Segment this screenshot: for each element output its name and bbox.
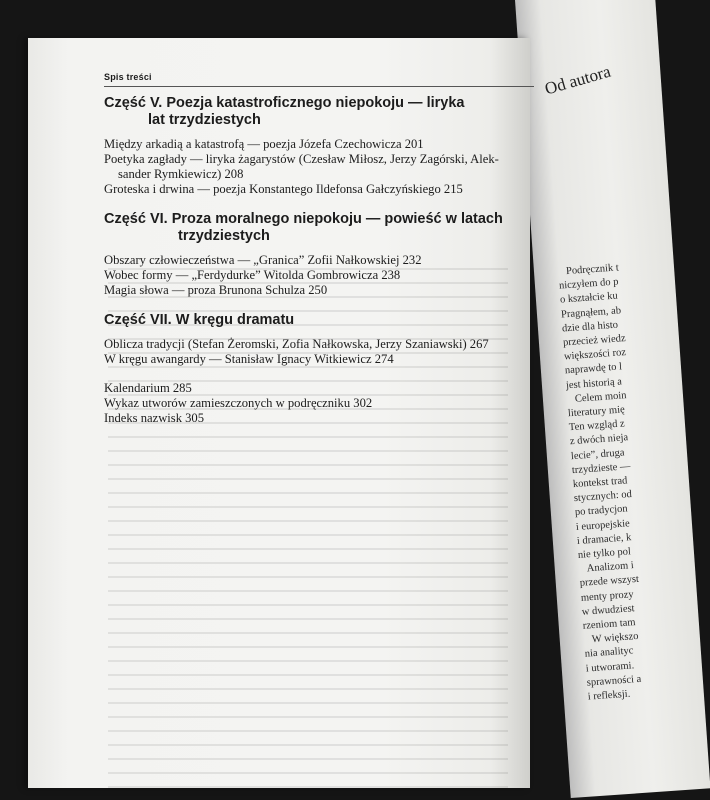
facing-line: przede wszyst	[579, 574, 640, 590]
toc-entry	[104, 182, 534, 197]
facing-line: sprawności a	[586, 673, 642, 689]
toc-entry-text: Magia słowa — proza Brunona Schulza 250	[104, 283, 328, 297]
appendix-entry: Kalendarium 285	[104, 381, 192, 395]
facing-line: w dwudziest	[581, 603, 635, 618]
toc-content	[104, 72, 534, 426]
appendix-entry: Indeks nazwisk 305	[104, 411, 205, 425]
facing-line: W większo	[591, 631, 639, 646]
toc-entry	[104, 268, 534, 283]
facing-line: po tradycjon	[574, 503, 628, 519]
facing-line: z dwóch nieja	[569, 432, 629, 448]
part-title-line: Część VI. Proza moralnego niepokoju — powieść w latach	[104, 211, 503, 227]
part-title-line: lat trzydziestych	[148, 112, 261, 128]
facing-line: dzie dla histo	[561, 319, 619, 335]
toc-entry-text: Groteska i drwina — poezja Konstantego Ildefonsa Gałczyńskiego 215	[104, 182, 463, 196]
toc-entry	[104, 283, 534, 298]
table-of-contents-page	[28, 38, 530, 788]
part-title	[104, 211, 534, 245]
toc-entry	[104, 337, 534, 352]
facing-line: niczyłem do p	[558, 276, 619, 292]
toc-entry-text: Oblicza tradycji (Stefan Żeromski, Zofia Nałkowska, Jerzy Szaniawski) 267	[104, 337, 489, 351]
running-head: Spis treści	[104, 72, 534, 87]
facing-line: o kształcie ku	[559, 290, 619, 306]
toc-entry-text: Wobec formy — „Ferdydurke” Witolda Gombrowicza 238	[104, 268, 401, 282]
part-title-line: trzydziestych	[178, 228, 270, 244]
toc-entry-continuation: sander Rymkiewicz) 208	[118, 167, 244, 181]
facing-line: Podręcznik t	[565, 262, 620, 278]
facing-line: literatury mię	[567, 404, 626, 420]
toc-entry-text: Obszary człowieczeństwa — „Granica” Zofii Nałkowskiej 232	[104, 253, 422, 267]
facing-line: i utworami.	[585, 660, 635, 675]
facing-line: Celem moin	[574, 390, 627, 405]
facing-line: Analizom i	[586, 560, 635, 575]
part-title-line: Część V. Poezja katastroficznego niepokoju — liryka	[104, 95, 465, 111]
facing-line: rzeniom tam	[582, 617, 636, 632]
part-title	[104, 312, 534, 329]
toc-entry-text: W kręgu awangardy — Stanisław Ignacy Witkiewicz 274	[104, 352, 394, 366]
facing-line: lecie”, druga	[570, 447, 625, 462]
facing-line: naprawdę to l	[564, 361, 623, 377]
facing-page-text	[558, 258, 698, 705]
facing-line: i refleksji.	[587, 688, 631, 703]
facing-line: kontekst trad	[572, 475, 628, 491]
facing-line: i dramacie, k	[576, 532, 632, 547]
facing-line: większości roz	[563, 347, 627, 363]
toc-entry-text: Poetyka zagłady — liryka żagarystów (Czesław Miłosz, Jerzy Zagórski, Alek-	[104, 152, 499, 166]
facing-line: Pragnąłem, ab	[560, 304, 622, 321]
facing-line: menty prozy	[580, 588, 634, 604]
part-title	[104, 95, 534, 129]
facing-line: trzydzieste —	[571, 460, 631, 477]
facing-line: i europejskie	[575, 517, 631, 533]
toc-entry	[104, 253, 534, 268]
facing-page	[515, 0, 710, 798]
facing-line: nie tylko pol	[577, 546, 632, 562]
facing-line: jest historią a	[565, 376, 623, 391]
toc-entry	[104, 137, 534, 152]
facing-line: przecież wiedz	[562, 333, 626, 349]
appendix-entry: Wykaz utworów zamieszczonych w podręczniku 302	[104, 396, 373, 410]
toc-entry	[104, 352, 534, 367]
part-title-line: Część VII. W kręgu dramatu	[104, 312, 295, 328]
facing-line: nia analityc	[584, 645, 634, 661]
toc-entry	[104, 152, 534, 182]
facing-page-heading: Od autora	[542, 61, 613, 99]
facing-line: Ten wzgląd z	[568, 418, 626, 434]
facing-line: stycznych: od	[573, 489, 633, 505]
toc-entry-text: Między arkadią a katastrofą — poezja Józefa Czechowicza 201	[104, 137, 424, 151]
